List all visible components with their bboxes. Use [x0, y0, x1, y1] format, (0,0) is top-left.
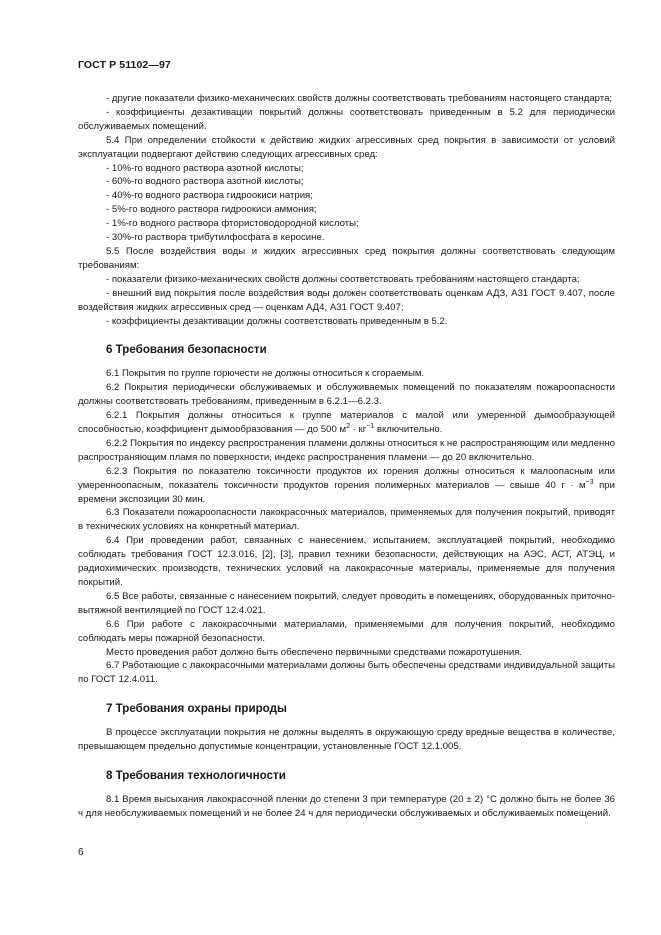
section-title-8: 8 Требования технологичности [106, 769, 286, 783]
paragraph: Место проведения работ должно быть обеспечено первичными средствами пожаротушения. [106, 646, 523, 658]
text-span: 6.2.3 Покрытия по показателю токсичности продуктов их горения должны относиться к малоопасным или умеренноопасным, показатель токсичности продуктов горения полимерных материалов — свыше 40 г · м [78, 465, 615, 491]
superscript: −1 [366, 422, 375, 430]
text-span: при времени экспозиции 30 мин. [78, 479, 615, 505]
text-span: 6.2.1 Покрытия должны относиться к группе материалов с малой или умеренной дымообразующей способностью, коэффициент дымообразования — до 500 м [78, 410, 615, 436]
paragraph: 6.4 При проведении работ, связанных с нанесением, испытанием, эксплуатацией покрытий, необходимо соблюдать требования ГОСТ 12.3.016, [2], [3], правил техники безопасности, действующих на АЭС, АСТ, АТЭЦ, и радиохимических производств, технических условий на лакокрасочные материалы, применяемые для получения покрытий. [78, 535, 615, 588]
paragraph: 6.7 Работающие с лакокрасочными материалами должны быть обеспечены средствами индивидуальной защиты по ГОСТ 12.4.011. [78, 660, 615, 686]
paragraph: - коэффициенты дезактивации должны соответствовать приведенным в 5.2. [106, 315, 448, 327]
paragraph: 5.5 После воздействия воды и жидких агрессивных сред покрытия должны соответствовать следующим требованиям: [78, 245, 615, 271]
paragraph: 6.2.2 Покрытия по индексу распространения пламени должны относиться к не распространяющим или медленно распространяющим пламя по поверхности, индекс распространения пламени — до 20 включительно. [78, 437, 615, 463]
paragraph [78, 465, 615, 507]
text-span: включительно. [374, 424, 443, 436]
text-span: · кг [349, 424, 367, 436]
paragraph: 6.5 Все работы, связанные с нанесением покрытий, следует проводить в помещениях, оборудованных приточно-вытяжной вентиляцией по ГОСТ 12.4.021. [78, 590, 615, 616]
paragraph: 6.6 При работе с лакокрасочными материалами, применяемыми для получения покрытий, необходимо соблюдать меры пожарной безопасности. [78, 618, 615, 644]
paragraph: - внешний вид покрытия после воздействия воды должен соответствовать оценкам АДЗ, А31 ГОСТ 9.407, после воздействия жидких агрессивных сред — оценкам АД4, А31 ГОСТ 9.407; [78, 287, 615, 313]
document-body [78, 92, 615, 821]
section-title-7: 7 Требования охраны природы [106, 702, 287, 716]
list-item: - 60%-го водного раствора азотной кислоты; [106, 176, 304, 188]
paragraph: 6.2 Покрытия периодически обслуживаемых и обслуживаемых помещений по показателям пожароопасности должны соответствовать требованиям, приведенным в 6.2.1—6.2.3. [78, 382, 615, 408]
paragraph: В процессе эксплуатации покрытия не должны выделять в окружающую среду вредные вещества в количестве, превышающем предельно допустимые концентрации, установленные ГОСТ 12.1.005. [78, 727, 615, 753]
section-title-6: 6 Требования безопасности [106, 343, 267, 357]
paragraph: - коэффициенты дезактивации покрытий должны соответствовать приведенным в 5.2 для периодически обслуживаемых помещений. [78, 106, 615, 132]
paragraph [78, 409, 615, 437]
paragraph: 6.3 Показатели пожароопасности лакокрасочных материалов, применяемых для получения покрытий, приводят в технических условиях на конкретный материал. [78, 507, 615, 533]
superscript: −3 [585, 478, 594, 486]
superscript: 2 [346, 422, 350, 430]
page-number: 6 [78, 847, 84, 858]
paragraph: - другие показатели физико-механических свойств должны соответствовать требованиям настоящего стандарта; [106, 93, 613, 104]
list-item: - 10%-го водного раствора азотной кислоты; [106, 162, 304, 174]
paragraph: 8.1 Время высыхания лакокрасочной пленки до степени 3 при температуре (20 ± 2) °С должно быть не более 36 ч для необслуживаемых помещений и не более 24 ч для периодически обслуживаемых и обслуживаемых помещений. [78, 794, 615, 819]
list-item: - 30%-го раствора трибутилфосфата в керосине. [106, 232, 325, 244]
paragraph: - показатели физико-механических свойств должны соответствовать требованиям настоящего стандарта; [106, 273, 580, 285]
paragraph: 5.4 При определении стойкости к действию жидких агрессивных сред покрытия в зависимости от условий эксплуатации подвергают действию следующих агрессивных сред: [78, 134, 615, 160]
list-item: - 5%-го водного раствора гидроокиси аммония; [106, 204, 317, 216]
list-item: - 1%-го водного раствора фтористоводородной кислоты; [106, 218, 359, 230]
paragraph: 6.1 Покрытия по группе горючести не должны относиться к сгораемым. [106, 368, 425, 380]
document-header: ГОСТ Р 51102—97 [78, 59, 171, 71]
list-item: - 40%-го водного раствора гидроокиси натрия; [106, 190, 313, 202]
